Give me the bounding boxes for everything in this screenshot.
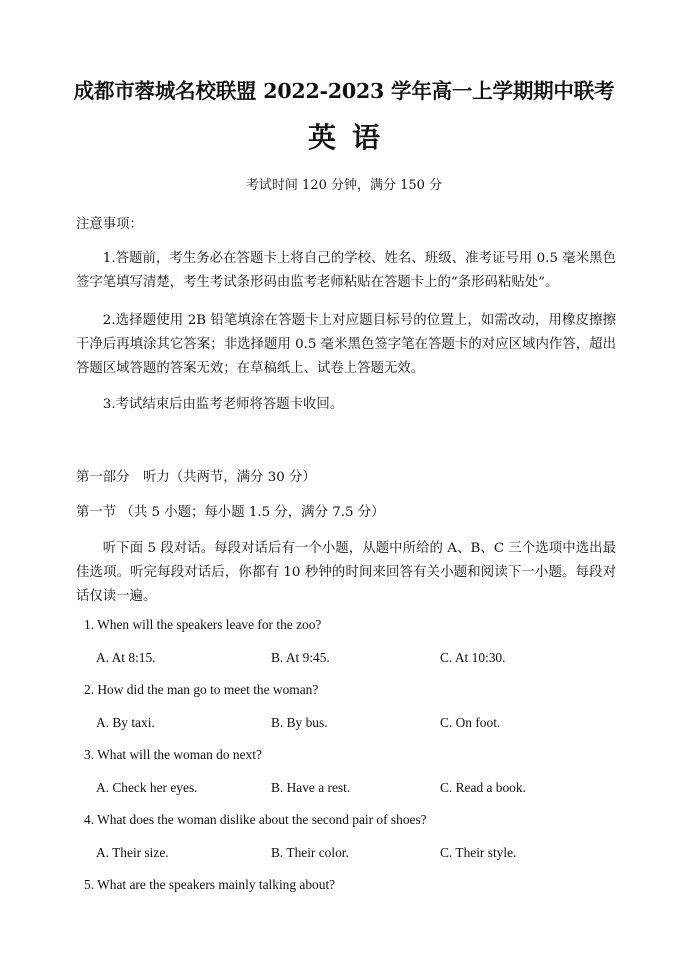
part1-heading: 第一部分 听力（共两节，满分 30 分） (76, 470, 316, 485)
question-1-option-b: B. At 9:45. (271, 650, 330, 665)
question-1-option-c: C. At 10:30. (440, 650, 506, 665)
question-3-option-b: B. Have a rest. (271, 780, 351, 795)
question-1-option-a: A. At 8:15. (96, 650, 156, 665)
notice-item-2: 2.选择题使用 2B 铅笔填涂在答题卡上对应题目标号的位置上，如需改动，用橡皮擦擦干净后再填涂其它答案；非选择题用 0.5 毫米黑色签字笔在答题卡的对应区域内作答，超出答题区域答题的答案无效；在草稿纸上、试卷上答题无效。 (76, 313, 616, 376)
question-4-option-a: A. Their size. (96, 845, 169, 860)
exam-time-info: 考试时间 120 分钟，满分 150 分 (245, 178, 443, 193)
question-2-option-c: C. On foot. (440, 715, 501, 730)
section1-heading: 第一节 （共 5 小题；每小题 1.5 分，满分 7.5 分） (76, 505, 385, 520)
question-2-option-a: A. By taxi. (96, 715, 155, 730)
notice-heading: 注意事项： (76, 217, 143, 232)
section1-instructions: 听下面 5 段对话。每段对话后有一个小题，从题中所给的 A、B、C 三个选项中选出最佳选项。听完每段对话后，你都有 10 秒钟的时间来回答有关小题和阅读下一小题。每段对话仅读一遍。 (76, 541, 616, 604)
question-5-stem: 5. What are the speakers mainly talking about? (84, 877, 336, 892)
notice-item-1: 1.答题前，考生务必在答题卡上将自己的学校、姓名、班级、准考证号用 0.5 毫米黑色签字笔填写清楚，考生考试条形码由监考老师粘贴在答题卡上的“条形码粘贴处”。 (76, 251, 616, 290)
subject-title: 英语 (307, 121, 396, 154)
question-2-option-b: B. By bus. (271, 715, 328, 730)
question-4-option-c: C. Their style. (440, 845, 517, 860)
notice-item-3: 3.考试结束后由监考老师将答题卡收回。 (102, 397, 344, 412)
question-4-option-b: B. Their color. (271, 845, 349, 860)
question-4-stem: 4. What does the woman dislike about the second pair of shoes? (84, 812, 427, 827)
question-3-option-c: C. Read a book. (440, 780, 526, 795)
question-3-stem: 3. What will the woman do next? (84, 747, 262, 762)
question-2-stem: 2. How did the man go to meet the woman? (84, 682, 319, 697)
exam-title: 成都市蓉城名校联盟 2022-2023 学年高一上学期期中联考 (73, 79, 615, 103)
question-3-option-a: A. Check her eyes. (96, 780, 198, 795)
question-1-stem: 1. When will the speakers leave for the zoo? (84, 617, 322, 632)
